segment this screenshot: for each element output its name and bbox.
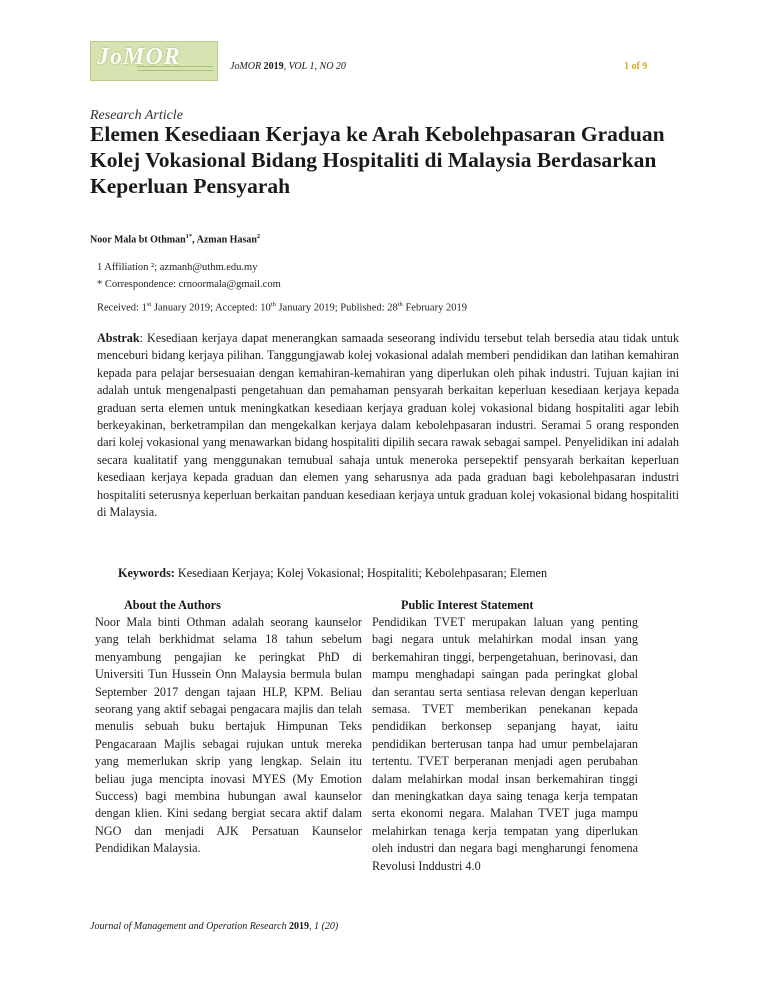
author-name: Azman Hasan [196, 234, 257, 246]
article-type: Research Article [90, 108, 183, 123]
about-authors-text: Noor Mala binti Othman adalah seorang kaunselor yang telah berkhidmat selama 18 tahun sebelum menyambung pengajian ke peringkat PhD di Universiti Tun Hussein Onn Malaysia bermula bulan September 2017 dengan tajaan HLP, KPM. Beliau seorang yang aktif sebagai pengacara majlis dan telah menulis sebuah buku bertajuk Himpunan Teks Pengacaraan Majlis sebagai rujukan untuk mereka yang memerlukan skrip yang lengkap. Selain itu beliau juga mencipta inovasi MYES (My Emotion Success) bagi membina hubungan awal kaunselor dengan klien. Kini sedang bergiat secara aktif dalam NGO dan menjadi AJK Persatuan Kaunselor Pendidikan Malaysia. [95, 615, 362, 856]
date-suffix: th [397, 301, 403, 308]
accepted-date: January 2019; Accepted: 10 [151, 302, 271, 314]
keywords-text: Kesediaan Kerjaya; Kolej Vokasional; Hospitaliti; Kebolehpasaran; Elemen [174, 566, 548, 580]
page-number: 1 of 9 [624, 61, 648, 72]
date-suffix: th [270, 301, 276, 308]
footer-volume: , 1 (20) [309, 921, 339, 932]
author-list [90, 233, 260, 245]
published-date: January 2019; Published: 28 [275, 302, 398, 314]
public-interest-text: Pendidikan TVET merupakan laluan yang penting bagi negara untuk melahirkan modal insan yang berkemahiran tinggi, berpengetahuan, berinovasi, dan mampu menghadapi saingan pada peringkat global dan serantau serta sentiasa relevan dengan keperluan semasa. TVET memberikan penekanan kepada pendidikan berkonsep sepanjang hayat, iaitu pendidikan berterusan tanpa had umur pembelajaran tertentu. TVET berperanan menjadi agen perubahan dalam melahirkan modal insan berkemahiran tinggi dan meningkatkan daya saing tenaga kerja tempatan serta ekonomi negara. Malahan TVET juga mampu melahirkan tenaga kerja tempatan yang diperlukan oleh industri dan negara bagi mengharungi fenomena Revolusi Inddustri 4.0 [372, 615, 638, 873]
about-authors-heading: About the Authors [124, 598, 221, 612]
affiliation: 1 Affiliation ²; azmanh@uthm.edu.my [97, 262, 258, 273]
footer-year: 2019 [289, 921, 310, 932]
author-name: Noor Mala bt Othman [90, 234, 186, 246]
date-suffix: st [146, 301, 152, 308]
running-header [230, 61, 346, 72]
header-journal: JoMOR [230, 61, 262, 72]
author-marker: 2 [256, 233, 261, 240]
author-marker: 1* [185, 233, 193, 240]
footer-journal: Journal of Management and Operation Research [90, 921, 290, 932]
header-year: 2019 [263, 61, 284, 72]
logo-text: JoMOR [97, 44, 181, 70]
public-interest-heading: Public Interest Statement [401, 598, 534, 612]
abstract-label: Abstrak [97, 331, 140, 345]
article-title: Elemen Kesediaan Kerjaya ke Arah Kebolehpasaran Graduan Kolej Vokasional Bidang Hospitaliti di Malaysia Berdasarkan Keperluan Pensyarah [90, 122, 665, 198]
received-date: Received: 1 [97, 302, 147, 314]
published-month: February 2019 [402, 302, 467, 314]
correspondence: * Correspondence: crnoormala@gmail.com [97, 279, 281, 290]
abstract [97, 330, 679, 521]
logo-rule [137, 66, 213, 71]
author-separator: , [192, 234, 197, 246]
header-volume: , VOL 1, NO 20 [283, 61, 346, 72]
journal-logo [90, 41, 218, 81]
keywords [118, 566, 547, 581]
article-dates [97, 301, 467, 314]
abstract-text: : Kesediaan kerjaya dapat menerangkan samaada seseorang individu tersebut telah bersedia atau tidak untuk menceburi bidang kerjaya pilihan. Tanggungjawab kolej vokasional adalah memberi pendidikan dan latihan kemahiran kepada para pelajar bersesuaian dengan kemahiran-kemahiran yang diperlukan oleh pihak industri. Tujuan kajian ini adalah untuk mengenalpasti pengetahuan dan pemahaman pensyarah berkaitan keperluan kesediaan kerjaya kepada graduan serta elemen untuk meningkatkan kesediaan kerjaya graduan kolej vokasional bidang hospitaliti agar lebih berkeyakinan, berketrampilan dan mengekalkan kerjaya dalam kebolehpasaran industri. Seramai 5 orang responden dari kolej vokasional yang menawarkan bidang hospitaliti dipilih secara rawak sebagai sampel. Penyelidikan ini adalah secara kualitatif yang menggunakan temubual sahaja untuk meneroka persepektif pensyarah berkaitan keperluan kesediaan kerjaya kepada graduan dan elemen yang seharusnya ada pada graduan bagi kebolehpasaran industri hospitaliti seterusnya keperluan berkaitan panduan kesediaan kerjaya untuk graduan kolej vokasional bidang hospitaliti di Malaysia. [97, 331, 679, 520]
page-footer [90, 921, 338, 932]
keywords-label: Keywords: [118, 566, 175, 580]
